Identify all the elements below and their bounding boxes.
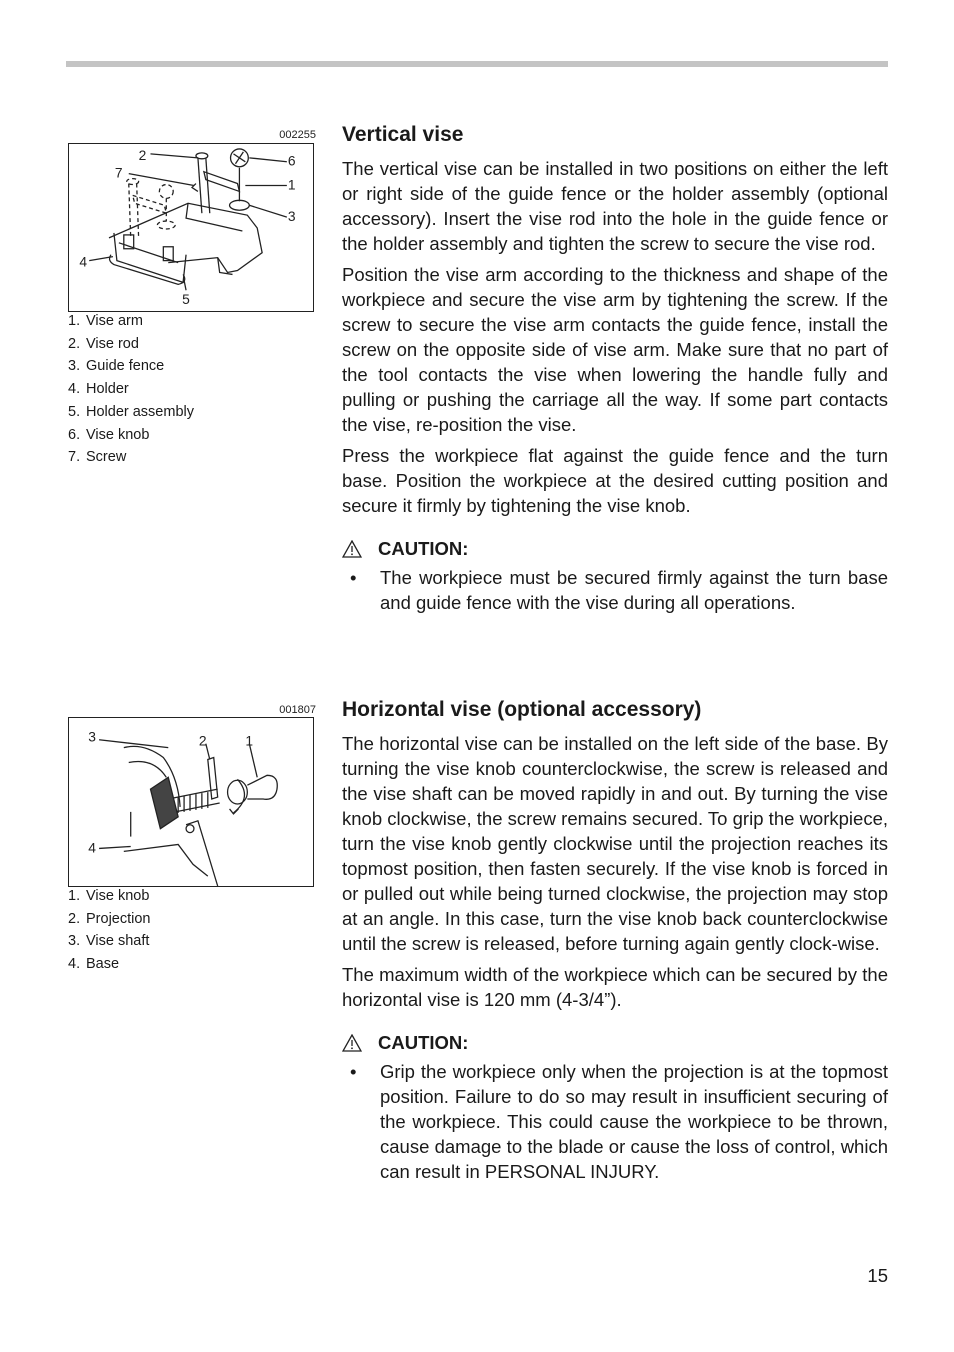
legend-item: 4. Base (68, 956, 120, 973)
figure2-horizontal-vise-illustration (68, 717, 314, 887)
legend-item: 2. Projection (68, 910, 151, 927)
callout-6: 6 (287, 152, 296, 169)
warning-triangle-icon (342, 1034, 362, 1052)
callout-5: 5 (182, 291, 190, 308)
paragraph: The vertical vise can be installed in two positions on either the left or right side of the guide fence or the holder assembly (optional accessory). Insert the vise rod into the hole in the guide fence or the holder assembly and tighten the screw to secure the vise rod. (342, 158, 888, 254)
section-title: Vertical vise (342, 123, 464, 146)
caution-item (342, 565, 888, 615)
legend-item: 2. Vise rod (68, 335, 139, 352)
callout-4: 4 (88, 839, 96, 856)
warning-triangle-icon (342, 540, 362, 558)
legend-item: 1. Vise arm (68, 313, 143, 329)
section-horizontal-vise (342, 697, 888, 1184)
legend-item: 1. Vise knob (68, 888, 150, 904)
section-title: Horizontal vise (optional accessory) (342, 698, 702, 721)
paragraph: The horizontal vise can be installed on the left side of the base. By turning the vise knob counterclockwise, the screw is released and the vise shaft can be moved rapidly in and out. By turning the vise knob clockwise, the screw remains secured. To grip the workpiece, turn the vise knob gently clockwise until the projection reaches its topmost position, then fasten securely. If the vise knob is forced in or pulled out while being turned clockwise, the projection may stop at an angle. In this case, turn the vise knob back counterclockwise until the screw is released, before turning again gently clock-wise. (342, 733, 888, 954)
callout-7: 7 (114, 164, 123, 181)
horizontal-vise-drawing (69, 718, 313, 886)
legend-item: 6. Vise knob (68, 426, 150, 443)
vertical-vise-drawing (69, 144, 313, 311)
legend-item: 7. Screw (68, 449, 127, 466)
figure1-code: 002255 (279, 129, 316, 141)
caution-label: CAUTION: (378, 1032, 469, 1053)
paragraph: The maximum width of the workpiece which can be secured by the horizontal vise is 120 mm (4-3/4”). (342, 964, 888, 1010)
figure2-code: 001807 (279, 704, 316, 716)
callout-1: 1 (245, 732, 254, 749)
legend-item: 4. Holder (68, 381, 129, 398)
section-vertical-vise (342, 122, 888, 615)
legend-item: 5. Holder assembly (68, 403, 194, 420)
legend-item: 3. Guide fence (68, 358, 165, 375)
figure2-legend (68, 885, 150, 976)
caution-text: The workpiece must be secured firmly against the turn base and guide fence with the vise during all operations. (380, 567, 888, 613)
caution-heading (342, 1030, 888, 1055)
caution-item (342, 1059, 888, 1184)
header-rule (66, 61, 888, 67)
caution-heading (342, 536, 888, 561)
paragraph: Press the workpiece flat against the guide fence and the turn base. Position the workpiece at the desired cutting position and secure it firmly by tightening the vise knob. (342, 445, 888, 516)
legend-item: 3. Vise shaft (68, 933, 150, 950)
callout-2: 2 (138, 146, 147, 163)
page-number: 15 (867, 1265, 888, 1286)
callout-1: 1 (287, 176, 296, 193)
callout-3: 3 (287, 208, 296, 225)
bullet: • (350, 1061, 357, 1082)
figure1-legend (68, 310, 194, 469)
caution-text: Grip the workpiece only when the projection is at the topmost position. Failure to do so may result in insufficient securing of the workpiece. This could cause the workpiece to be thrown, cause damage to the blade or cause the loss of control, which can result in PERSONAL INJURY. (380, 1061, 888, 1182)
paragraph: Position the vise arm according to the thickness and shape of the workpiece and secure the vise arm by tightening the screw. If the screw to secure the vise arm contacts the guide fence, install the screw on the opposite side of vise arm. Make sure that no part of the tool contacts the vise when lowering the handle fully and pulling or pushing the carriage all the way. If some part contacts the vise, re-position the vise. (342, 264, 888, 435)
callout-2: 2 (198, 732, 207, 749)
figure1-vertical-vise-illustration (68, 143, 314, 312)
caution-label: CAUTION: (378, 538, 469, 559)
callout-4: 4 (79, 253, 88, 270)
callout-3: 3 (88, 728, 96, 745)
bullet: • (350, 567, 357, 588)
